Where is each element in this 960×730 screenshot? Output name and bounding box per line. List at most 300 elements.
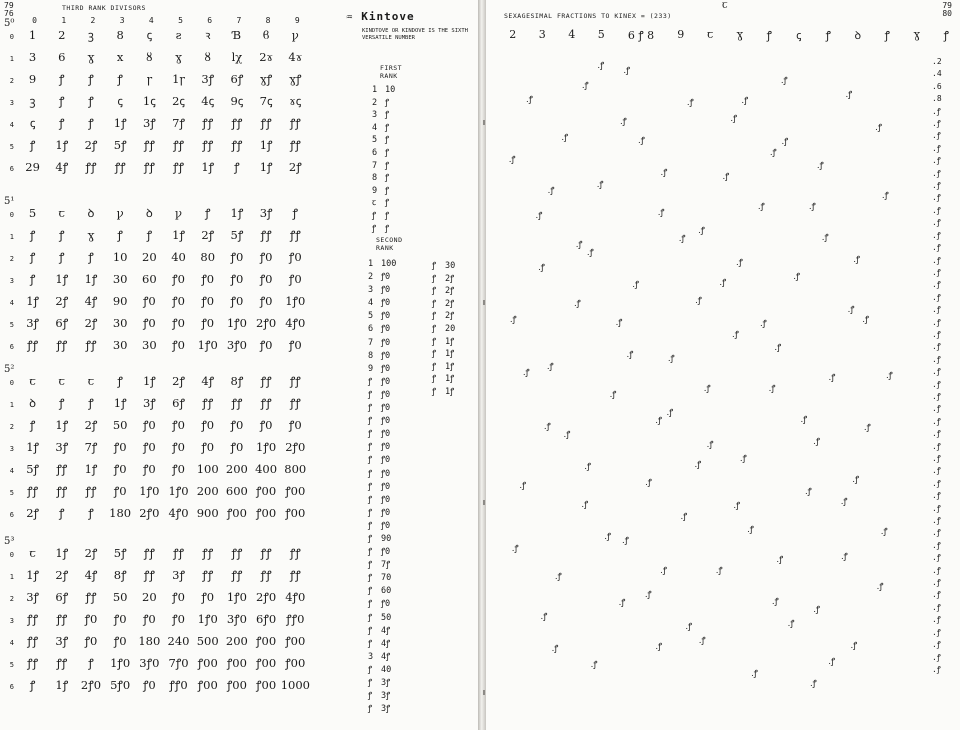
table-cell: 400 [255, 462, 278, 476]
list-value: ꝭ0 [381, 547, 391, 558]
fraction-entry: .ꝭ [563, 429, 571, 440]
edge-value: .ꝭ [932, 602, 941, 612]
table-cell: 1ꝭ [26, 568, 39, 582]
fraction-entry: .ꝭ [575, 240, 583, 251]
table-cell: 3ꝭ [142, 116, 156, 130]
table-row [0, 272, 310, 294]
column-label: 7 [236, 16, 242, 25]
list-key: 2 [372, 97, 378, 108]
table-cell: ꝭ [29, 418, 36, 432]
list-key: 8 [372, 173, 378, 184]
table-cell: 4ꝭ0 [285, 590, 306, 604]
table-cell: ꞇ [58, 374, 65, 388]
table-cell: 4ꝭ0 [168, 506, 189, 520]
table-cell: ꝭꝭ [260, 228, 272, 242]
table-cell: 2ꝭ [201, 228, 215, 242]
list-value: ꝭ [385, 223, 390, 234]
row-label: 1 [9, 401, 14, 409]
row-label: 1 [9, 573, 14, 581]
table-cell: ꝭ [117, 228, 123, 242]
table-cell: 4ꝭ [84, 568, 98, 582]
table-cell: 3ꝭ [201, 72, 215, 86]
table-cell: 4ɤ [288, 50, 303, 64]
list-key: ꝭ [432, 311, 437, 322]
table-cell: ꝭ0 [259, 250, 273, 264]
table-cell: ꝭ [117, 374, 123, 388]
edge-value: .6 [932, 81, 942, 91]
table-cell: ꝭ00 [226, 678, 247, 692]
list-item [368, 415, 411, 428]
table-cell: ꝭꝭ [231, 138, 243, 152]
list-item [432, 323, 475, 336]
table-row [0, 546, 310, 568]
list-key: 8 [368, 350, 374, 361]
table-cell: 240 [167, 634, 190, 648]
list-item [432, 348, 475, 361]
table-cell: ꞇ [58, 206, 65, 220]
table-row [0, 116, 310, 138]
row-label: 2 [9, 423, 14, 431]
table-cell: ꝭ0 [172, 462, 185, 476]
table-cell: ꝭꝭ [260, 568, 272, 582]
list-value: ꝭ [385, 198, 390, 209]
list-key: ꝭ [432, 286, 437, 297]
table-cell: ꝭ [59, 396, 65, 410]
table-cell: ꝭ0 [288, 418, 302, 432]
list-value: ꝭ0 [381, 285, 391, 296]
table-cell: ꝭꝭ [289, 374, 301, 388]
list-key: ꝭ [368, 612, 373, 623]
column-label: 4 [148, 16, 154, 25]
list-item [368, 402, 411, 415]
table-cell: ꝭ [59, 72, 65, 86]
row-label: 2 [9, 77, 14, 85]
fraction-entry: .ꝭ [538, 263, 545, 274]
table-cell: ꝭ [88, 94, 94, 108]
table-cell: ꝭ0 [142, 294, 156, 308]
list-value: 70 [381, 573, 392, 584]
table-cell: 1ꝭ0 [226, 316, 247, 330]
list-value: 100 [381, 259, 397, 269]
table-row [0, 250, 310, 272]
table-cell: ꝭꝭ [202, 546, 214, 560]
table-cell: 1ꝭ0 [197, 338, 218, 352]
list-key: ꝭ [368, 507, 373, 518]
table-cell: 90 [112, 294, 128, 308]
binding-stitch [483, 500, 485, 505]
list-item [372, 134, 415, 147]
fraction-entry: .ꝭ [678, 234, 686, 245]
table-cell: ꝭꝭ [173, 160, 184, 174]
fraction-column-label: 9 [677, 28, 685, 41]
table-cell: 2ꝭ [55, 294, 69, 308]
table-row [0, 678, 310, 700]
table-cell: ꝭꝭ0 [169, 678, 188, 692]
edge-value: .ꝭ [932, 503, 941, 513]
list-key: ꝭ [368, 625, 373, 636]
list-value: ꝭ [385, 110, 390, 121]
row-label: 3 [9, 617, 14, 625]
table-cell: ꝭ0 [142, 678, 156, 692]
list-value: ꝭ0 [381, 298, 391, 309]
list-value: 3ꝭ [381, 704, 391, 715]
row-label: 1 [9, 233, 14, 241]
table-cell: 180 [138, 634, 161, 648]
list-value: 1ꝭ [445, 349, 455, 360]
list-item [368, 363, 411, 376]
fraction-entry: .ꝭ [733, 501, 741, 512]
table-cell: ꝭ0 [288, 250, 302, 264]
fraction-entry: .ꝭ [804, 486, 812, 497]
list-key: ꝭ [432, 323, 437, 334]
fraction-entry: .ꝭ [816, 161, 824, 172]
list-value: ꝭ [385, 122, 390, 133]
fraction-entry: .ꝭ [667, 354, 675, 365]
fraction-entry: .ꝭ [619, 117, 627, 128]
list-value: 4ꝭ [381, 625, 391, 636]
table-cell: 900 [196, 506, 219, 520]
column-labels [20, 16, 312, 25]
list-key: ꝭ [368, 481, 373, 492]
edge-value: .ꝭ [932, 193, 941, 203]
table-row [0, 28, 310, 50]
fraction-column-label: ꞇ [707, 28, 714, 41]
table-cell: ꝭ [146, 228, 153, 242]
table-cell: ꝭ0 [172, 612, 185, 626]
row-label: 4 [9, 121, 14, 129]
table-cell: 4ꝭ [84, 294, 98, 308]
table-cell: ꝭ [117, 72, 123, 86]
list-key: ꝭ [368, 599, 373, 610]
table-row [0, 440, 310, 462]
list-value: 7ꝭ [381, 560, 391, 571]
table-cell: 1ꝭ0 [139, 484, 160, 498]
table-cell: ꝭ [29, 228, 36, 242]
list-item [368, 494, 411, 507]
table-cell: ꝭ0 [230, 294, 244, 308]
list-key: ꝭ [368, 416, 373, 427]
table-cell: ꝭ0 [172, 590, 185, 604]
table-cell: 180 [109, 506, 132, 520]
table-cell: ꝭ00 [256, 634, 277, 648]
edge-value: .ꝭ [932, 106, 941, 116]
list-key: ꝭ [368, 494, 373, 505]
list-item [372, 97, 415, 110]
table-cell: ꝭ0 [172, 440, 185, 454]
edge-value: .2 [932, 57, 942, 66]
list-key: ꝭ [368, 586, 373, 597]
list-key: 7 [368, 337, 374, 348]
fraction-entry: .ꝭ [780, 76, 788, 87]
table-row [0, 396, 310, 418]
table-cell: ꝭꝭ [114, 160, 126, 174]
list-item [368, 297, 411, 310]
fraction-entry: .ꝭ [522, 367, 530, 378]
table-row [0, 484, 310, 506]
edge-value: .ꝭ [932, 404, 941, 414]
row-label: 0 [9, 211, 14, 219]
list-key: 6 [372, 147, 378, 158]
block-power-mark: 5¹ [4, 196, 15, 207]
table-cell: ꝭ0 [259, 272, 273, 286]
table-cell: 5ꝭ [113, 138, 127, 152]
table-cell: 1ꝭ [172, 228, 185, 242]
right-edge-column [932, 56, 942, 676]
edge-value: .ꝭ [932, 652, 941, 662]
list-value: ꝭ0 [381, 520, 391, 531]
list-key: ꝭ [368, 678, 373, 688]
binding-stitch [483, 690, 485, 695]
table-cell: ꝭ00 [256, 656, 277, 670]
table-cell: ꝭꝭ [289, 568, 301, 582]
block-power-mark: 5⁰ [4, 18, 15, 29]
table-cell: ꝭ [29, 138, 36, 152]
divisor-block [0, 196, 310, 360]
second-rank-header: SECOND RANK [376, 236, 403, 252]
table-row [0, 50, 310, 72]
table-cell: 1ꝭ0 [256, 440, 277, 454]
list-key: 4 [372, 122, 378, 133]
fraction-entry: .ꝭ [535, 210, 543, 221]
list-key: 3 [372, 110, 378, 121]
fractions-header: SEXAGESIMAL FRACTIONS TO KINEX = (233) [504, 12, 672, 20]
table-cell: 7ꝭ0 [168, 656, 189, 670]
list-item [368, 454, 411, 467]
list-key: 3 [368, 651, 374, 662]
fraction-entry: .ꝭ [584, 462, 591, 473]
fraction-entry: .ꝭ [736, 258, 743, 269]
table-cell: ꝺ [29, 396, 37, 410]
edge-value: .ꝭ [932, 540, 941, 550]
list-value: 1ꝭ [445, 374, 455, 385]
fraction-column-label: ꝭ [766, 29, 772, 42]
list-key: ꝭ [368, 442, 373, 453]
fraction-column-label: 2 [509, 28, 517, 41]
edge-value: .ꝭ [932, 168, 941, 178]
list-value: ꝭ0 [381, 376, 391, 387]
table-cell: 2ꝭ [288, 160, 302, 174]
list-value: 1ꝭ [445, 336, 455, 347]
fraction-entry: .ꝭ [875, 122, 882, 133]
edge-value: .ꝭ [932, 379, 941, 389]
list-value: 50 [381, 612, 392, 623]
table-cell: ꝭꝭ [202, 116, 214, 130]
fraction-entry: .ꝭ [751, 668, 758, 679]
table-cell: 1ꝭ0 [226, 590, 247, 604]
column-label: 5 [178, 16, 183, 25]
table-cell: 3ꝭ0 [226, 612, 247, 626]
list-item [368, 323, 411, 336]
row-label: 5 [9, 489, 14, 497]
table-cell: ꝭ0 [142, 316, 156, 330]
fraction-entry: .ꝭ [769, 148, 777, 159]
column-label: 0 [32, 16, 37, 25]
table-cell: 2ꝭ [55, 568, 69, 582]
list-key: 5 [372, 135, 378, 146]
table-cell: ꝭ0 [230, 418, 244, 432]
edge-value: .ꝭ [932, 156, 941, 166]
list-key: 4 [368, 298, 374, 309]
table-row [0, 634, 310, 656]
edge-value: .ꝭ [932, 664, 941, 674]
table-cell: 2ꝭ [84, 546, 98, 560]
list-item [368, 468, 411, 481]
list-value: ꝭ0 [381, 455, 391, 466]
table-cell: 200 [225, 462, 248, 476]
table-cell: 1ꝭ [55, 138, 69, 152]
fraction-column-labels [498, 28, 960, 43]
table-cell: ꝭ00 [285, 634, 306, 648]
table-cell: ꝭ0 [201, 418, 215, 432]
table-cell: 1ꝭ [84, 462, 98, 476]
edge-value: .ꝭ [932, 429, 941, 439]
table-cell: ꝭ0 [84, 612, 98, 626]
list-item [368, 441, 411, 454]
list-item [368, 258, 411, 271]
table-cell: ꝭ00 [226, 656, 247, 670]
fraction-entry: .ꝭ [508, 154, 516, 165]
fraction-entry: .ꝭ [632, 280, 639, 291]
fraction-entry: .ꝭ [657, 208, 665, 219]
table-cell: ꝭ00 [197, 678, 218, 692]
row-label: 4 [9, 639, 14, 647]
edge-value: .ꝭ [932, 516, 941, 526]
table-cell: 1ꞅ [172, 72, 185, 86]
table-cell: ꝭ0 [201, 316, 215, 330]
list-item [368, 520, 411, 533]
list-item [432, 285, 475, 298]
column-label: 1 [61, 16, 67, 25]
list-item [368, 310, 411, 323]
table-cell: ꝭ0 [113, 612, 127, 626]
list-item [368, 612, 411, 625]
list-item [368, 625, 411, 638]
list-key: ꝭ [432, 361, 437, 372]
list-key: ꝭ [368, 664, 373, 675]
table-cell: 500 [196, 634, 219, 648]
table-cell: 8 [116, 28, 124, 42]
table-cell: ꝭ00 [256, 506, 277, 520]
table-cell: 1ꝭ [55, 418, 69, 432]
list-value: ꝭ0 [381, 481, 391, 492]
table-row [0, 160, 310, 182]
table-row [0, 374, 310, 396]
edge-value: .8 [932, 94, 942, 104]
fraction-column-label: 4 [568, 28, 576, 41]
list-key: 1 [372, 85, 378, 95]
table-cell: 1ꝭ0 [110, 656, 131, 670]
table-cell: ꝭꝭ0 [286, 612, 305, 626]
table-cell: ꝭ [204, 206, 211, 220]
table-row [0, 568, 310, 590]
table-cell: ꝭ0 [288, 338, 302, 352]
table-cell: 1ꝭ [259, 160, 273, 174]
title-text: Kintove [361, 10, 415, 23]
edge-value: .ꝭ [932, 317, 941, 327]
list-item [372, 84, 415, 97]
table-cell: ꝛ [204, 28, 211, 42]
table-cell: 2ꝭ [84, 138, 98, 152]
fraction-entry: .ꝭ [543, 422, 551, 433]
fraction-entry: .ꝭ [881, 190, 889, 201]
fraction-entry: .ꝭ [573, 299, 581, 310]
list-key: ꝭ [432, 336, 437, 347]
table-cell: ꝭꝭ [56, 338, 68, 352]
list-key: 5 [368, 311, 374, 322]
row-label: 5 [9, 143, 14, 151]
list-item [368, 546, 411, 559]
list-key: 9 [368, 363, 374, 374]
table-cell: 7ꝭ [84, 440, 98, 454]
table-cell: ꝭ0 [172, 316, 185, 330]
table-cell: ꝭ00 [285, 484, 306, 498]
list-item [368, 350, 411, 363]
table-cell: ꝺ [145, 206, 153, 220]
list-item [368, 284, 411, 297]
fraction-entry: .ꝭ [768, 384, 776, 395]
list-key: ꝭ [432, 374, 437, 385]
edge-value: .ꝭ [932, 478, 941, 488]
edge-value: .ꝭ [932, 441, 941, 451]
list-value: ꝭ0 [381, 403, 391, 414]
table-cell: ꝭ0 [201, 590, 215, 604]
left-notebook-page [0, 0, 478, 730]
table-cell: ꝭꝭ [27, 656, 39, 670]
table-cell: 2ꝭ [84, 418, 98, 432]
table-cell: 6ꝭ [230, 72, 244, 86]
table-cell: 7ꝭ [172, 116, 185, 130]
table-cell: ꝭꝭ [202, 396, 214, 410]
edge-value: .ꝭ [932, 640, 941, 650]
edge-value: .ꝭ [932, 218, 941, 228]
list-key: ꝭ [368, 691, 373, 702]
table-cell: 2ꝭ0 [139, 506, 160, 520]
fraction-column-label: 5 [597, 28, 605, 41]
list-value: 90 [381, 533, 392, 544]
table-cell: ꝩ [116, 206, 124, 220]
table-cell: ꝭ0 [142, 462, 156, 476]
table-cell: 1ꝭ [201, 160, 215, 174]
fraction-entry: .ꝭ [551, 644, 559, 655]
list-value: ꝭ [385, 210, 390, 221]
table-cell: 5ꝭ [230, 228, 244, 242]
edge-value: .ꝭ [932, 590, 941, 600]
table-cell: 200 [196, 484, 219, 498]
fraction-entry: .ꝭ [845, 89, 853, 100]
fraction-entry: .ꝭ [853, 254, 860, 265]
table-cell: 200 [225, 634, 248, 648]
table-cell: ȣ [204, 50, 211, 64]
list-value: 3ꝭ [381, 678, 391, 688]
table-cell: ꝭ0 [230, 440, 244, 454]
list-item [432, 361, 475, 374]
kintove-glyph-icon: ♒ [346, 10, 354, 23]
table-cell: 30 [142, 338, 157, 352]
list-item [372, 185, 415, 198]
list-item [368, 559, 411, 572]
table-cell: 2ꝭ0 [256, 590, 277, 604]
table-cell: 6ꝭ [172, 396, 185, 410]
edge-value: .ꝭ [932, 553, 941, 563]
list-item [368, 389, 411, 402]
fraction-entry: .ꝭ [698, 226, 705, 237]
table-cell: 2ꝭ0 [256, 316, 277, 330]
fraction-entry: .ꝭ [694, 460, 702, 471]
list-value: ꝭ0 [381, 272, 391, 283]
list-value: ꝭ [385, 173, 390, 184]
edge-value: .ꝭ [932, 354, 941, 364]
list-item [368, 638, 411, 651]
